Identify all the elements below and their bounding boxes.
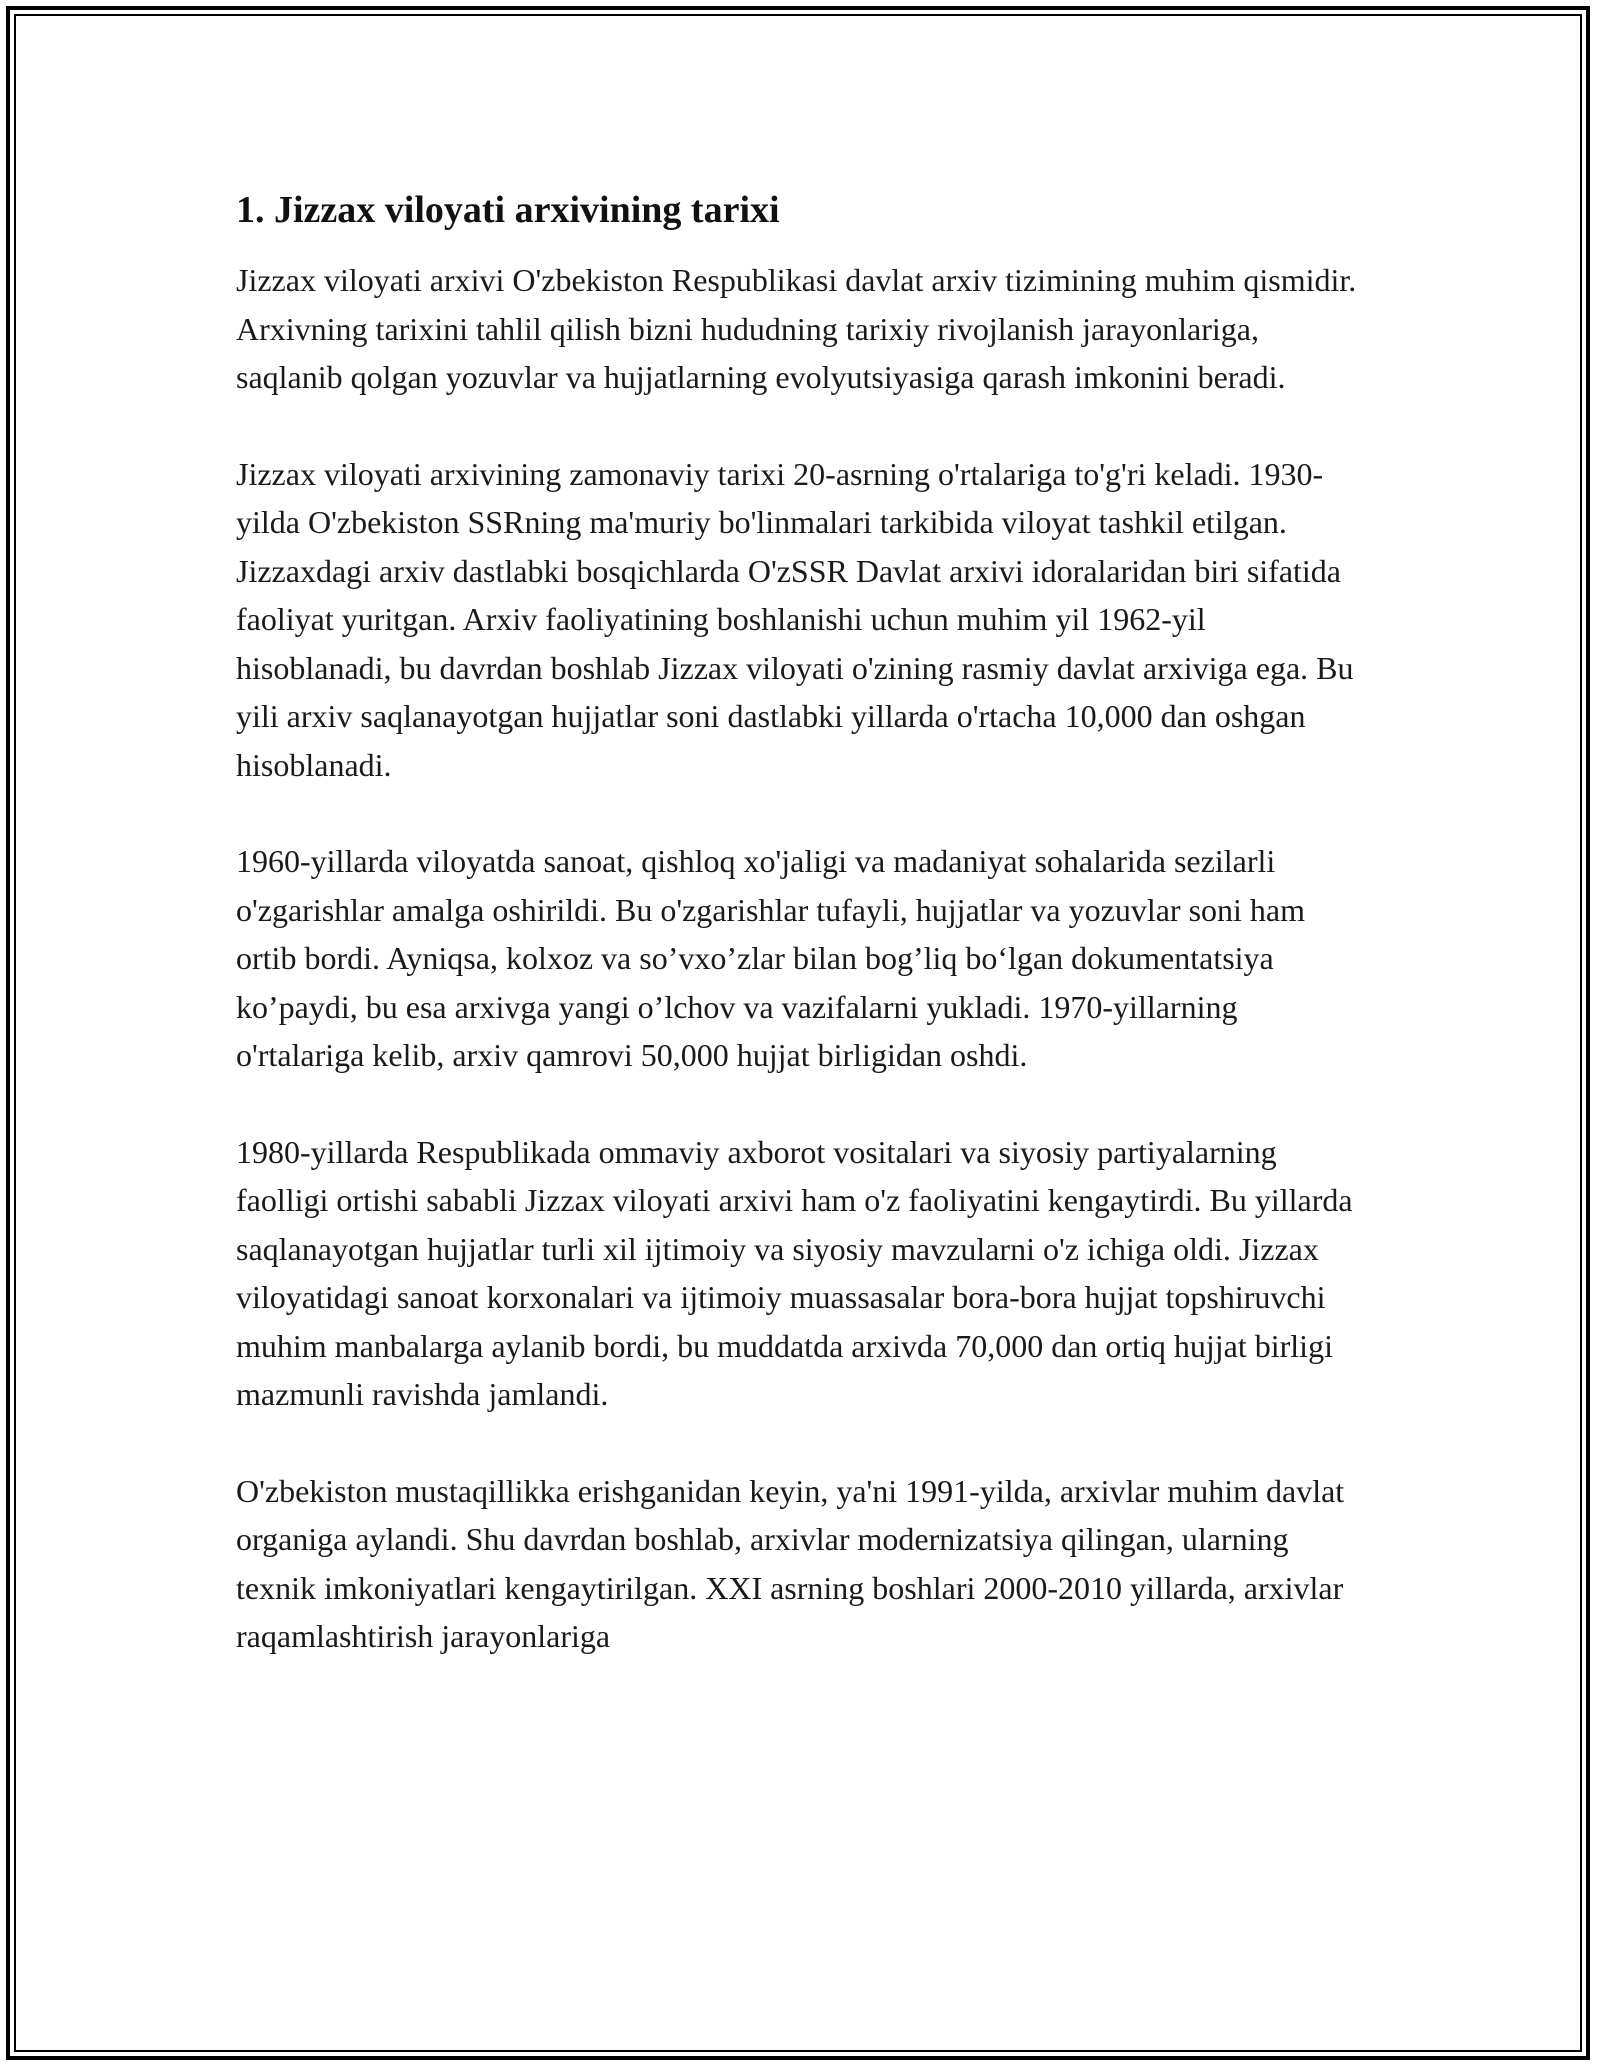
paragraph-1960s: 1960-yillarda viloyatda sanoat, qishloq xo'jaligi va madaniyat sohalarida sezilarli o'zgarishlar amalga oshirildi. Bu o'zgarishlar tufayli, hujjatlar va yozuvlar soni ham ortib bordi. Ayniqsa, kolxoz va so’vxo’zlar bilan bog’liq bo‘lgan dokumentatsiya ko’paydi, bu esa arxivga yangi o’lchov va vazifalarni yukladi. 1970-yillarning o'rtalariga kelib, arxiv qamrovi 50,000 hujjat birligidan oshdi. (236, 843, 1305, 1073)
document-body (236, 186, 1366, 1661)
section-heading: 1. Jizzax viloyati arxivining tarixi (236, 189, 780, 231)
paragraph-1980s: 1980-yillarda Respublikada ommaviy axborot vositalari va siyosiy partiyalarning faolligi ortishi sababli Jizzax viloyati arxivi ham o'z faoliyatini kengaytirdi. Bu yillarda saqlanayotgan hujjatlar turli xil ijtimoiy va siyosiy mavzularni o'z ichiga oldi. Jizzax viloyatidagi sanoat korxonalari va ijtimoiy muassasalar bora-bora hujjat topshiruvchi muhim manbalarga aylanib bordi, bu muddatda arxivda 70,000 dan ortiq hujjat birligi mazmunli ravishda jamlandi. (236, 1133, 1353, 1412)
paragraph-independence: O'zbekiston mustaqillikka erishganidan keyin, ya'ni 1991-yilda, arxivlar muhim davlat organiga aylandi. Shu davrdan boshlab, arxivlar modernizatsiya qilingan, ularning texnik imkoniyatlari kengaytirilgan. XXI asrning boshlari 2000-2010 yillarda, arxivlar raqamlashtirish jarayonlariga (236, 1472, 1345, 1654)
paragraph-introduction: Jizzax viloyati arxivi O'zbekiston Respublikasi davlat arxiv tizimining muhim qismidir. Arxivning tarixini tahlil qilish bizni hududning tarixiy rivojlanish jarayonlariga, saqlanib qolgan yozuvlar va hujjatlarning evolyutsiyasiga qarash imkonini beradi. (236, 262, 1357, 395)
paragraph-modern-history: Jizzax viloyati arxivining zamonaviy tarixi 20-asrning o'rtalariga to'g'ri keladi. 1930-yilda O'zbekiston SSRning ma'muriy bo'linmalari tarkibida viloyat tashkil etilgan. Jizzaxdagi arxiv dastlabki bosqichlarda O'zSSR Davlat arxivi idoralaridan biri sifatida faoliyat yuritgan. Arxiv faoliyatining boshlanishi uchun muhim yil 1962-yil hisoblanadi, bu davrdan boshlab Jizzax viloyati o'zining rasmiy davlat arxiviga ega. Bu yili arxiv saqlanayotgan hujjatlar soni dastlabki yillarda o'rtacha 10,000 dan oshgan hisoblanadi. (236, 455, 1354, 783)
